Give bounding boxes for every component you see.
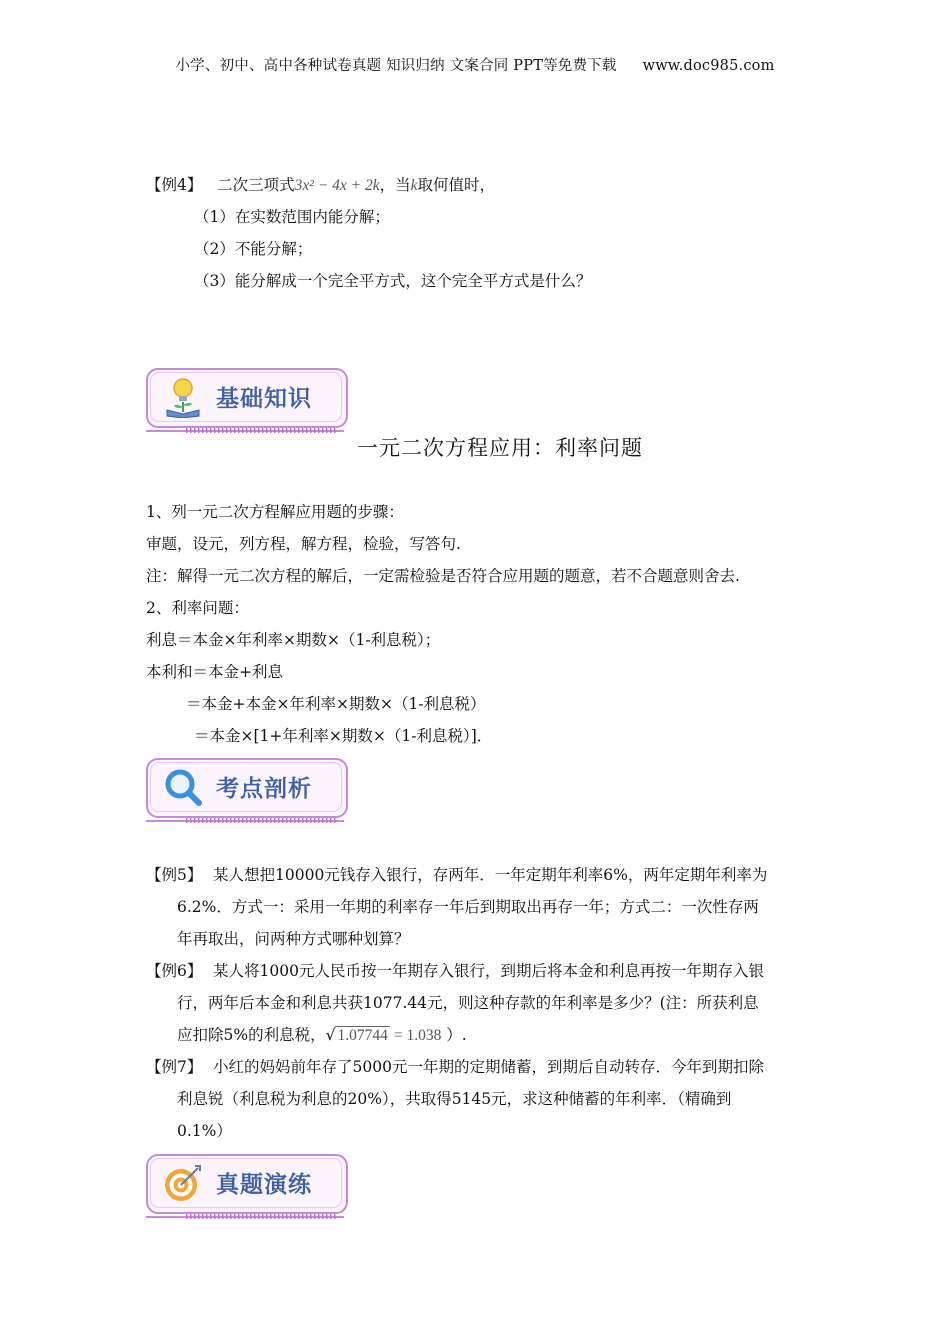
example4-q1: （1）在实数范围内能分解； [194, 208, 390, 226]
header-site[interactable]: www.doc985.com [642, 58, 775, 74]
example4-expr: 3x² − 4x + 2k [294, 177, 380, 194]
knowledge-line-4: 2、利率问题： [146, 599, 249, 617]
example7-tag: 【例7】 [146, 1058, 203, 1076]
example5-tag: 【例5】 [146, 866, 203, 884]
example4-stem [146, 175, 495, 196]
knowledge-line-3: 注：解得一元二次方程的解后，一定需检验是否符合应用题的题意，若不合题意则舍去. [146, 567, 740, 585]
section-title: 一元二次方程应用：利率问题 [357, 436, 643, 460]
example5-line-3: 年再取出，问两种方式哪种划算？ [177, 930, 410, 948]
knowledge-line-1: 1、列一元二次方程解应用题的步骤： [146, 503, 404, 521]
knowledge-line-5: 利息＝本金×年利率×期数×（1-利息税）； [146, 631, 441, 649]
magnifier-icon [162, 766, 204, 808]
example4-lead: 二次三项式 [217, 176, 295, 194]
knowledge-line-7: ＝本金+本金×年利率×期数×（1-利息税） [186, 695, 486, 713]
example6-line-3b: ）. [446, 1026, 467, 1044]
example4-var: k [410, 177, 418, 194]
sqrt-result: = 1.038 [393, 1027, 442, 1044]
example5-line-1: 某人想把10000元钱存入银行，存两年．一年定期年利率6%，两年定期年利率为 [213, 866, 768, 884]
example5-line-2: 6.2%．方式一：采用一年期的利率存一年后到期取出再存一年；方式二：一次性存两 [177, 898, 759, 916]
example6-line-1: 某人将1000元人民币按一年期存入银行，到期后将本金和利息再按一年期存入银 [213, 962, 764, 980]
example4-tag: 【例4】 [146, 176, 203, 194]
banner-key-points-label: 考点剖析 [216, 776, 312, 802]
target-arrow-icon [162, 1162, 204, 1204]
example7-line-2: 利息锐（利息税为利息的20%），共取得5145元，求这种储蓄的年利率．（精确到 [177, 1090, 732, 1108]
banner-key-points [146, 758, 351, 824]
example6 [146, 955, 806, 1052]
page-header [0, 54, 950, 75]
knowledge-line-2: 审题，设元，列方程，解方程，检验，写答句. [146, 535, 461, 553]
example6-line-3a: 应扣除5%的利息税， [177, 1026, 326, 1044]
banner-real-exam-practice [146, 1154, 351, 1220]
banner-basic-knowledge-label: 基础知识 [216, 386, 312, 412]
example4-tail: 取何值时， [417, 176, 496, 194]
example6-line-3 [146, 1019, 806, 1052]
example6-line-2: 行，两年后本金和利息共获1077.44元，则这种存款的年利率是多少？(注：所获利息 [177, 994, 759, 1012]
example6-tag: 【例6】 [146, 962, 203, 980]
sqrt-expression: √ 1.07744 [325, 1026, 388, 1044]
lightbulb-plant-book-icon [162, 376, 204, 418]
header-text: 小学、初中、高中各种试卷真题 知识归纳 文案合同 PPT等免费下载 [175, 58, 617, 74]
example7-line-1: 小红的妈妈前年存了5000元一年期的定期储蓄，到期后自动转存．今年到期扣除 [213, 1058, 764, 1076]
example5 [146, 859, 806, 955]
knowledge-line-6: 本利和＝本金+利息 [146, 663, 283, 681]
banner-real-exam-practice-label: 真题演练 [216, 1172, 312, 1198]
example4-q3: （3）能分解成一个完全平方式，这个完全平方式是什么？ [194, 272, 592, 290]
sqrt-argument: 1.07744 [337, 1027, 388, 1044]
example7-line-3: 0.1%） [177, 1122, 232, 1140]
example4-q2: （2）不能分解； [194, 240, 313, 258]
knowledge-line-8: ＝本金×[1+年利率×期数×（1-利息税）]． [194, 727, 493, 745]
example7 [146, 1051, 806, 1147]
example4-mid: ，当 [379, 176, 411, 194]
banner-basic-knowledge [146, 368, 351, 434]
